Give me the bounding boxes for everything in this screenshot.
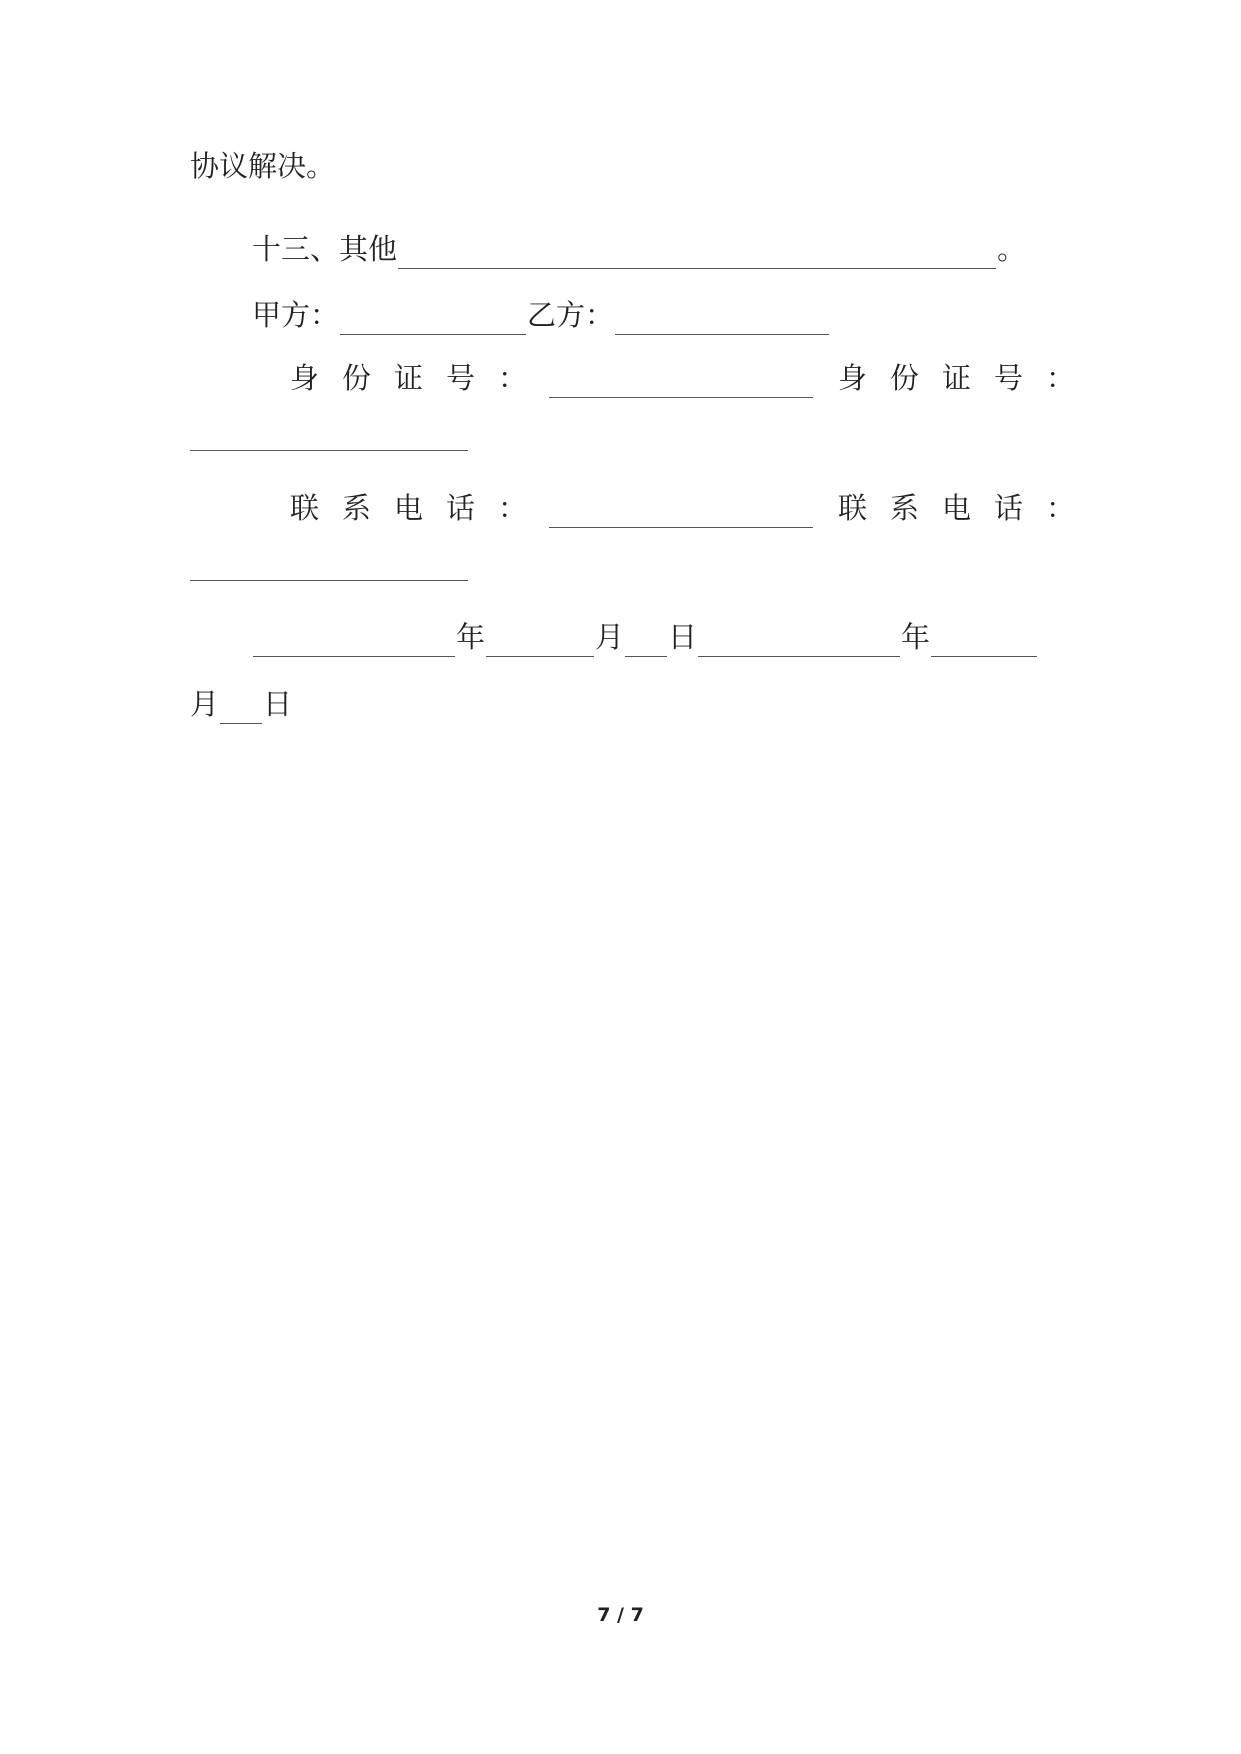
- party-b-label: 乙方：: [527, 298, 615, 332]
- agreement-text: 协议解决。: [190, 149, 336, 183]
- date-b-month-blank[interactable]: [931, 626, 1037, 657]
- id-label-b-char: 身: [838, 361, 868, 395]
- phone-label-b-char: 系: [890, 491, 920, 525]
- id-label-b-char: 份: [890, 361, 920, 395]
- page-number: 7 / 7: [597, 1604, 644, 1626]
- party-a-phone-blank[interactable]: [549, 497, 813, 528]
- party-b-id-blank[interactable]: [190, 420, 468, 451]
- id-label-b-char: 证: [942, 361, 972, 395]
- date-line-continued: [190, 684, 292, 724]
- phone-label-b-char: 联: [838, 491, 868, 525]
- clause-13-line: [252, 229, 1026, 269]
- date-a-day-label: 日: [668, 620, 698, 654]
- text-line-agreement: [190, 146, 335, 186]
- date-b-year-blank[interactable]: [698, 626, 900, 657]
- clause-13-end: 。: [997, 232, 1027, 266]
- date-b-day-label: 日: [263, 687, 293, 721]
- clause-13-label: 十三、其他: [252, 232, 398, 266]
- id-label-a-char: 份: [342, 361, 372, 395]
- date-b-day-blank[interactable]: [220, 693, 262, 724]
- phone-label-a-char: ：: [498, 491, 528, 525]
- phone-label-a-char: 系: [342, 491, 372, 525]
- party-b-blank[interactable]: [615, 304, 829, 335]
- date-b-month-label: 月: [190, 687, 220, 721]
- phone-label-b-char: 话: [994, 491, 1024, 525]
- phone-label-a-char: 电: [394, 491, 424, 525]
- party-b-id-blank-line: [190, 420, 469, 451]
- id-label-a-char: 身: [290, 361, 320, 395]
- parties-line: [252, 295, 830, 335]
- phone-label-a-char: 联: [290, 491, 320, 525]
- party-a-label: 甲方：: [252, 298, 340, 332]
- date-b-year-label: 年: [901, 620, 931, 654]
- phone-label-b-char: 电: [942, 491, 972, 525]
- phone-line: [290, 488, 1076, 528]
- party-b-phone-blank-line: [190, 550, 469, 581]
- date-line: [252, 617, 1038, 657]
- clause-13-blank[interactable]: [398, 238, 996, 269]
- id-label-a-char: ：: [498, 361, 528, 395]
- date-a-month-label: 月: [595, 620, 625, 654]
- phone-label-b-char: ：: [1046, 491, 1076, 525]
- id-label-a-char: 证: [394, 361, 424, 395]
- id-label-b-char: ：: [1046, 361, 1076, 395]
- date-a-year-blank[interactable]: [253, 626, 455, 657]
- party-a-id-blank[interactable]: [549, 367, 813, 398]
- date-a-day-blank[interactable]: [625, 626, 667, 657]
- id-number-line: [290, 358, 1076, 398]
- id-label-b-char: 号: [994, 361, 1024, 395]
- id-label-a-char: 号: [446, 361, 476, 395]
- date-a-month-blank[interactable]: [486, 626, 594, 657]
- phone-label-a-char: 话: [446, 491, 476, 525]
- party-a-blank[interactable]: [340, 304, 526, 335]
- date-a-year-label: 年: [456, 620, 486, 654]
- party-b-phone-blank[interactable]: [190, 550, 468, 581]
